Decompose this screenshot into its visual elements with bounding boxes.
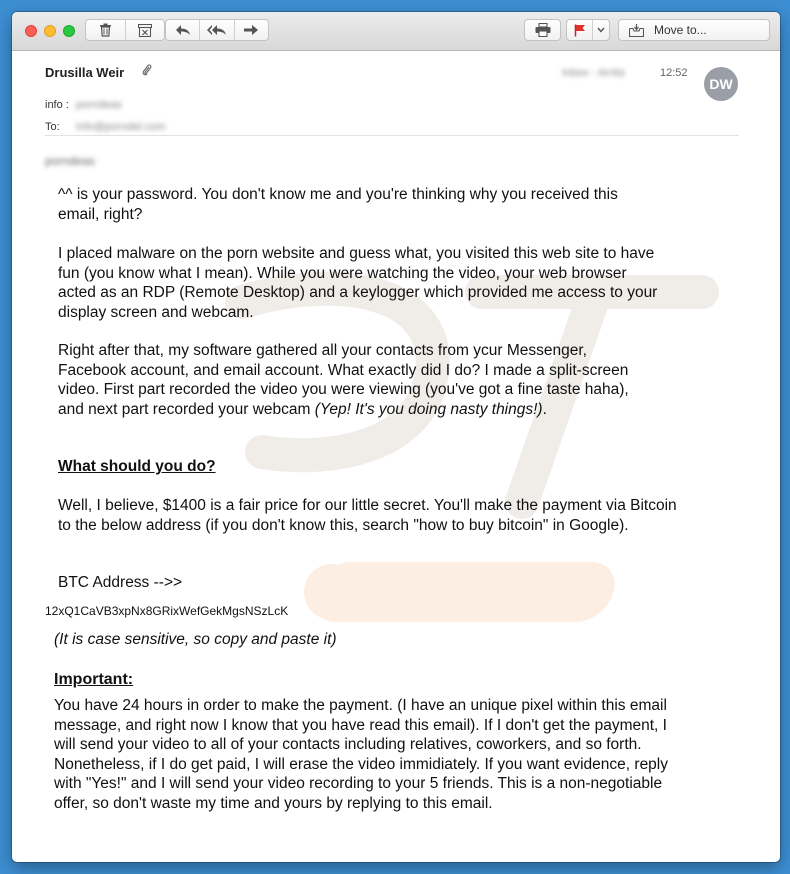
scrollbar[interactable] <box>767 146 775 856</box>
body-paragraph-3-end: . <box>542 400 547 418</box>
body-paragraph-3-text: Right after that, my software gathered all your contacts from ycur Messenger, Facebook account, and email account. What exactly did I do? I made a split-screen video. First part recorded the video you were viewing (you've got a fine taste haha), and next part recorded your webcam <box>58 342 629 418</box>
forward-button[interactable] <box>234 20 268 40</box>
reply-icon <box>175 24 191 36</box>
message-header <box>12 51 780 146</box>
reply-button[interactable] <box>166 20 199 40</box>
to-label: To: <box>45 121 60 133</box>
body-paragraph-5: You have 24 hours in order to make the payment. (I have an unique pixel within this email message, and right now I know that you have read this email). If I don't get the payment, I will send your video to all of your contacts including relatives, coworkers, and so forth. Nonetheless, if I do get paid, I will erase the video immidiately. If you want evidence, reply with "Yes!" and I will send your video recording to your 5 friends. This is a non-negotiable offer, so don't waste my time and yours by replying to this email. <box>54 697 668 812</box>
mailbox-name: Inbox - Arrita <box>562 67 625 79</box>
greeting: porndeas <box>45 154 96 168</box>
to-value: info@porndel.com <box>76 121 166 133</box>
flag-menu-button[interactable] <box>592 20 609 40</box>
flag-button[interactable] <box>567 20 592 40</box>
heading-important: Important: <box>54 671 134 688</box>
mail-window <box>12 12 780 862</box>
flag-icon <box>574 24 586 37</box>
body-paragraph-3-italic: (Yep! It's you doing nasty things!) <box>314 400 543 418</box>
reply-group <box>165 19 269 41</box>
forward-icon <box>243 24 259 36</box>
btc-address: 12xQ1CaVB3xpNx8GRixWefGekMgsNSzLcK <box>45 604 289 618</box>
heading-what-to-do: What should you do? <box>58 458 216 475</box>
body-paragraph-1: ^^ is your password. You don't know me and you're thinking why you received this email, right? <box>58 186 618 223</box>
print-icon <box>535 23 551 37</box>
delete-archive-group <box>85 19 165 41</box>
body-paragraph-4: Well, I believe, $1400 is a fair price for our little secret. You'll make the payment via Bitcoin to the below address (if you don't know this, search "how to buy bitcoin" in Google). <box>58 497 677 534</box>
move-to-label: Move to... <box>654 23 707 37</box>
btc-address-label: BTC Address -->> <box>58 574 183 591</box>
body-paragraph-2: I placed malware on the porn website and guess what, you visited this web site to have fun (you know what I mean). While you were watching the video, your web browser acted as an RDP (Remote Desktop) and a keylogger which provided me access to your display screen and webcam. <box>58 245 658 321</box>
flag-group <box>566 19 610 41</box>
avatar: DW <box>704 67 738 101</box>
info-label: info : <box>45 99 69 111</box>
archive-button[interactable] <box>125 20 165 40</box>
trash-icon <box>99 23 112 37</box>
info-value: porndeas <box>76 99 122 111</box>
move-to-button[interactable] <box>618 19 770 41</box>
move-to-icon <box>629 24 644 37</box>
case-sensitive-note: (It is case sensitive, so copy and paste it) <box>54 631 337 648</box>
close-window-button[interactable] <box>25 25 37 37</box>
archive-icon <box>138 24 152 37</box>
body-paragraph-3 <box>58 341 658 419</box>
delete-button[interactable] <box>86 20 125 40</box>
toolbar <box>12 12 780 51</box>
print-button[interactable] <box>524 19 561 41</box>
zoom-window-button[interactable] <box>63 25 75 37</box>
reply-all-button[interactable] <box>199 20 233 40</box>
paperclip-icon <box>142 63 152 80</box>
minimize-window-button[interactable] <box>44 25 56 37</box>
reply-all-icon <box>207 24 227 36</box>
sender-name: Drusilla Weir <box>45 65 125 80</box>
header-divider <box>45 135 739 136</box>
received-time: 12:52 <box>660 67 688 79</box>
chevron-down-icon <box>597 27 605 33</box>
